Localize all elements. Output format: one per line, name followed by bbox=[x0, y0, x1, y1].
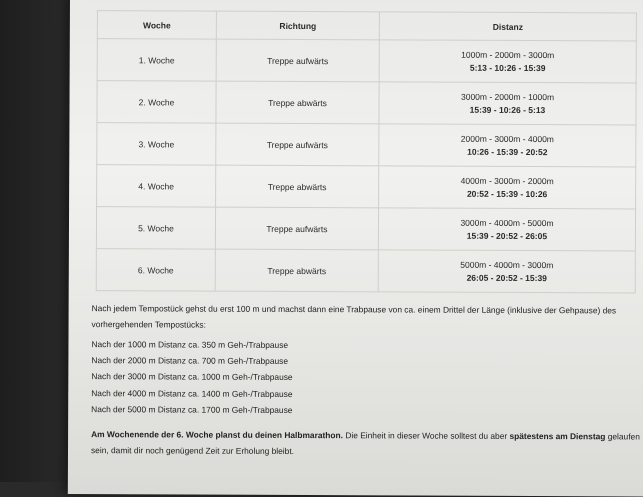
direction-cell: Treppe aufwärts bbox=[216, 123, 379, 166]
distance-cell bbox=[379, 40, 636, 83]
intro-paragraph: Nach jedem Tempostück gehst du erst 100 m und machst dann eine Trabpause von ca. einem Drittel der Länge (inklusive der Gehpause) des vorhergehenden Tempostücks: bbox=[91, 303, 617, 330]
list-item: Nach der 1000 m Distanz ca. 350 m Geh-/Trabpause bbox=[91, 339, 289, 350]
closing-end: gelaufen sein, damit dir noch genügend Zeit zur Erholung bleibt. bbox=[90, 431, 640, 456]
time-values: 15:39 - 10:26 - 5:13 bbox=[469, 104, 546, 115]
list-item: Nach der 3000 m Distanz ca. 1000 m Geh-/Trabpause bbox=[91, 371, 293, 383]
training-plan-table bbox=[96, 10, 637, 293]
direction-cell: Treppe abwärts bbox=[216, 81, 379, 124]
list-item: Nach der 2000 m Distanz ca. 700 m Geh-/Trabpause bbox=[91, 355, 289, 367]
time-values: 10:26 - 15:39 - 20:52 bbox=[467, 146, 548, 157]
week-cell: 5. Woche bbox=[96, 207, 215, 250]
direction-cell: Treppe aufwärts bbox=[216, 39, 379, 82]
paper-sheet bbox=[68, 0, 643, 497]
header-direction: Richtung bbox=[216, 11, 379, 40]
distance-cell bbox=[378, 208, 635, 251]
time-values: 26:05 - 20:52 - 15:39 bbox=[466, 272, 547, 283]
closing-bold-start: Am Wochenende der 6. Woche planst du deinen Halbmarathon. bbox=[91, 429, 344, 441]
table-row bbox=[97, 123, 636, 167]
direction-cell: Treppe aufwärts bbox=[215, 207, 378, 250]
distance-cell bbox=[379, 166, 636, 209]
distance-values: 2000m - 3000m - 4000m bbox=[460, 133, 554, 144]
distance-cell bbox=[378, 250, 635, 293]
table-header-row bbox=[97, 11, 636, 41]
closing-middle: Die Einheit in dieser Woche solltest du aber bbox=[342, 430, 510, 441]
week-cell: 4. Woche bbox=[97, 165, 216, 208]
direction-cell: Treppe abwärts bbox=[215, 249, 378, 292]
distance-values: 5000m - 4000m - 3000m bbox=[460, 259, 554, 270]
distance-cell bbox=[379, 82, 636, 125]
closing-bold-mid: spätestens am Dienstag bbox=[509, 430, 606, 442]
time-values: 5:13 - 10:26 - 15:39 bbox=[469, 62, 546, 73]
distance-cell bbox=[379, 124, 636, 167]
table-row bbox=[96, 249, 635, 293]
distance-values: 3000m - 4000m - 5000m bbox=[460, 217, 554, 228]
header-distance: Distanz bbox=[379, 12, 636, 41]
pause-list bbox=[91, 336, 643, 419]
time-values: 15:39 - 20:52 - 26:05 bbox=[466, 230, 548, 241]
distance-values: 3000m - 2000m - 1000m bbox=[460, 91, 555, 102]
time-values: 20:52 - 15:39 - 10:26 bbox=[466, 188, 548, 199]
table-row bbox=[97, 81, 636, 125]
direction-cell: Treppe abwärts bbox=[216, 165, 379, 208]
closing-paragraph bbox=[91, 426, 643, 460]
distance-values: 4000m - 3000m - 2000m bbox=[460, 175, 554, 186]
week-cell: 3. Woche bbox=[97, 123, 216, 166]
header-week: Woche bbox=[97, 11, 216, 40]
table-row bbox=[97, 39, 636, 83]
week-cell: 6. Woche bbox=[96, 249, 215, 292]
week-cell: 2. Woche bbox=[97, 81, 216, 124]
table-row bbox=[97, 165, 636, 209]
list-item: Nach der 5000 m Distanz ca. 1700 m Geh-/Trabpause bbox=[91, 403, 293, 415]
list-item: Nach der 4000 m Distanz ca. 1400 m Geh-/Trabpause bbox=[91, 387, 293, 399]
table-row bbox=[96, 207, 635, 251]
week-cell: 1. Woche bbox=[97, 39, 216, 82]
distance-values: 1000m - 2000m - 3000m bbox=[461, 49, 555, 60]
